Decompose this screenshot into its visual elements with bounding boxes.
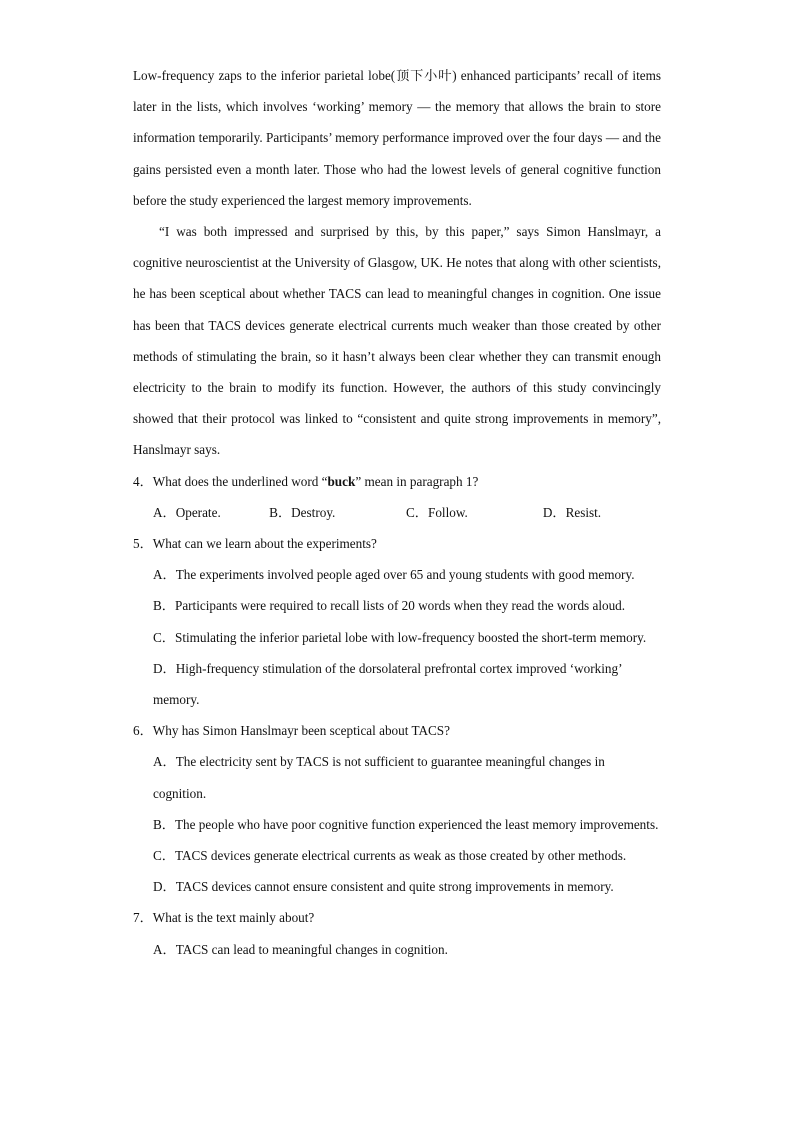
question-4-option-d: D．Resist.	[542, 504, 602, 520]
question-6-option-d: D．TACS devices cannot ensure consistent and quite strong improvements in memory.	[153, 879, 614, 895]
question-5-option-a: A．The experiments involved people aged over 65 and young students with good memory.	[153, 567, 635, 583]
question-4-keyword: buck	[327, 473, 356, 489]
question-4-option-b: B．Destroy.	[269, 504, 336, 520]
question-6-option-a: A．The electricity sent by TACS is not sufficient to guarantee meaningful changes in cognition.	[153, 754, 605, 801]
question-7-stem: 7．What is the text mainly about?	[133, 910, 315, 926]
question-7-option-a: A．TACS can lead to meaningful changes in cognition.	[153, 941, 448, 957]
question-4-stem-prefix: 4．What does the underlined word “	[133, 473, 328, 489]
question-4-options	[153, 497, 661, 528]
question-6-option-b: B．The people who have poor cognitive function experienced the least memory improvements.	[153, 816, 659, 832]
question-5-option-b: B．Participants were required to recall lists of 20 words when they read the words aloud.	[153, 598, 626, 614]
question-4-stem	[133, 466, 661, 497]
question-7	[133, 902, 661, 964]
question-5	[133, 528, 661, 715]
document-page	[133, 60, 661, 965]
passage-paragraph-2: “I was both impressed and surprised by this, by this paper,” says Simon Hanslmayr, a cognitive neuroscientist at the University of Glasgow, UK. He notes that along with other scientists, he has been sceptical about whether TACS can lead to meaningful changes in cognition. One issue has been that TACS devices generate electrical currents much weaker than those created by other methods of stimulating the brain, so it hasn’t always been clear whether they can transmit enough electricity to the brain to modify its function. However, the authors of this study convincingly showed that their protocol was linked to “consistent and quite strong improvements in memory”, Hanslmayr says.	[133, 224, 661, 458]
question-5-option-d: D．High-frequency stimulation of the dorsolateral prefrontal cortex improved ‘working’ memory.	[153, 660, 622, 708]
question-4-option-a: A．Operate.	[153, 504, 221, 520]
question-6-option-c: C．TACS devices generate electrical currents as weak as those created by other methods.	[153, 848, 627, 864]
question-5-stem: 5．What can we learn about the experiments?	[133, 536, 377, 552]
question-5-option-c: C．Stimulating the inferior parietal lobe with low-frequency boosted the short-term memory.	[153, 629, 647, 645]
passage-paragraph-1: Low-frequency zaps to the inferior parietal lobe(顶下小叶) enhanced participants’ recall of items later in the lists, which involves ‘working’ memory — the memory that allows the brain to store information temporarily. Participants’ memory performance improved over the four days — and the gains persisted even a month later. Those who had the lowest levels of general cognitive function before the study experienced the largest memory improvements.	[133, 68, 661, 208]
question-4	[133, 466, 661, 528]
question-4-option-c: C．Follow.	[406, 504, 468, 520]
question-6-stem: 6．Why has Simon Hanslmayr been sceptical about TACS?	[133, 723, 450, 739]
question-4-stem-suffix: ” mean in paragraph 1?	[355, 473, 479, 489]
question-6	[133, 715, 661, 902]
